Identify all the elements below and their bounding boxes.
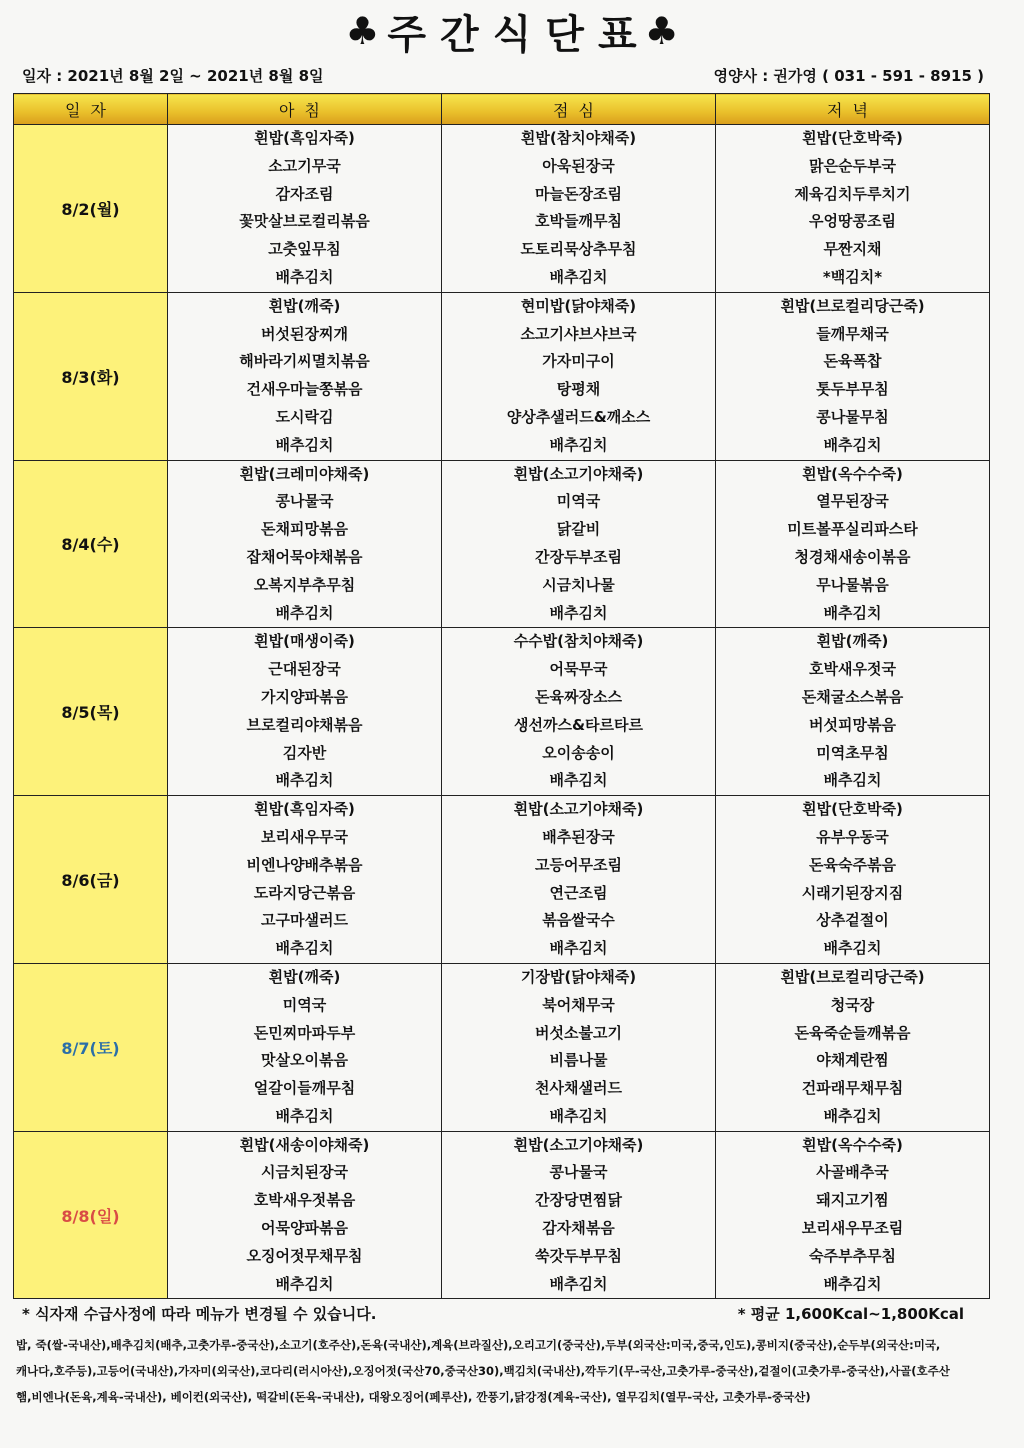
menu-item: 청국장 <box>830 995 875 1014</box>
header-row <box>14 94 990 125</box>
menu-item: 청경채새송이볶음 <box>794 547 911 566</box>
menu-item: 도라지당근볶음 <box>253 883 356 902</box>
day-row <box>14 628 990 796</box>
origin-line: 캐나다,호주등),고등어(국내산),가자미(외국산),코다리(러시아산),오징어젓(국산70,중국산30),백김치(국내산),깍두기(무-국산,고춧가루-중국산),겉절이(고춧가루-중국산),사골(호주산 <box>16 1364 950 1378</box>
menu-item: 호박새우젓국 <box>809 660 896 679</box>
menu-item: 수수밥(참치야채죽) <box>513 632 644 651</box>
menu-item: 시금치된장국 <box>261 1163 348 1182</box>
menu-item: 흰밥(깨죽) <box>816 632 889 651</box>
menu-item: 오이송송이 <box>542 743 615 762</box>
day-label: 8/6(금) <box>14 796 168 964</box>
menu-item: 콩나물국 <box>275 492 334 511</box>
menu-item: 배추김치 <box>275 1274 334 1293</box>
header-day: 일자 <box>14 94 168 125</box>
day-row <box>14 963 990 1131</box>
menu-item: 야채계란찜 <box>816 1051 889 1070</box>
breakfast-cell <box>168 460 442 628</box>
menu-item: 고등어무조림 <box>535 855 622 874</box>
lunch-cell <box>442 460 716 628</box>
dinner-cell <box>716 460 990 628</box>
menu-item: 들깨무채국 <box>816 324 889 343</box>
menu-item: 배추김치 <box>823 771 882 790</box>
menu-item: 배추김치 <box>823 1274 882 1293</box>
menu-item: 감자채볶음 <box>542 1219 615 1238</box>
menu-item: 해바라기씨멸치볶음 <box>239 352 370 371</box>
menu-item: 흰밥(브로컬리당근죽) <box>780 296 925 315</box>
menu-item: 제육김치두루치기 <box>794 184 911 203</box>
breakfast-cell <box>168 292 442 460</box>
menu-item: 흰밥(브로컬리당근죽) <box>780 967 925 986</box>
menu-item: 돈육숙주볶음 <box>809 855 896 874</box>
menu-item: 소고기무국 <box>268 156 341 175</box>
menu-item: 돈육짜장소스 <box>535 687 622 706</box>
page-title: 주간식단표 <box>387 11 651 58</box>
menu-item: 비엔나양배추볶음 <box>246 855 363 874</box>
menu-item: 콩나물무침 <box>816 407 889 426</box>
menu-item: 돼지고기찜 <box>816 1191 889 1210</box>
menu-item: 보리새우무국 <box>261 827 348 846</box>
menu-item: 돈민찌마파두부 <box>253 1023 356 1042</box>
menu-item: 상추겉절이 <box>816 911 889 930</box>
note-line <box>22 1302 964 1324</box>
menu-item: 흰밥(옥수수죽) <box>802 1135 903 1154</box>
menu-item: 돈육죽순들깨볶음 <box>794 1023 911 1042</box>
menu-item: 미트볼푸실리파스타 <box>787 520 918 539</box>
menu-item: 생선까스&타르타르 <box>513 715 643 734</box>
menu-item: 건파래무채무침 <box>801 1079 904 1098</box>
menu-item: 배추김치 <box>275 1106 334 1125</box>
menu-item: 숙주부추무침 <box>809 1246 896 1265</box>
menu-item: 미역초무침 <box>816 743 889 762</box>
menu-item: 꽃맛살브로컬리볶음 <box>239 212 370 231</box>
day-row <box>14 1131 990 1299</box>
lunch-cell <box>442 292 716 460</box>
menu-item: 배추김치 <box>549 1274 608 1293</box>
menu-item: 고구마샐러드 <box>261 911 348 930</box>
menu-item: 닭갈비 <box>556 520 601 539</box>
menu-item: 배추김치 <box>549 435 608 454</box>
menu-item: 콩나물국 <box>549 1163 608 1182</box>
menu-item: 흰밥(옥수수죽) <box>802 464 903 483</box>
breakfast-cell <box>168 796 442 964</box>
day-label: 8/3(화) <box>14 292 168 460</box>
menu-item: 오복지부추무침 <box>253 575 356 594</box>
menu-item: 배추된장국 <box>542 827 615 846</box>
menu-item: 시래기된장지짐 <box>801 883 904 902</box>
menu-item: 버섯된장찌개 <box>261 324 348 343</box>
menu-item: 흰밥(단호박죽) <box>802 129 903 147</box>
club-icon: ♣ <box>345 9 380 53</box>
menu-item: 흰밥(소고기야채죽) <box>513 464 644 483</box>
menu-item: 천사채샐러드 <box>535 1079 622 1098</box>
breakfast-cell <box>168 125 442 293</box>
menu-item: 북어채무국 <box>542 995 615 1014</box>
header-breakfast: 아침 <box>168 94 442 125</box>
menu-item: 소고기샤브샤브국 <box>520 324 637 343</box>
lunch-cell <box>442 628 716 796</box>
menu-item: 비름나물 <box>549 1051 608 1070</box>
menu-item: 무나물볶음 <box>816 575 889 594</box>
dietitian-info: 영양사 : 권가영 ( 031 - 591 - 8915 ) <box>713 66 984 85</box>
dinner-cell <box>716 125 990 293</box>
menu-item: 흰밥(깨죽) <box>268 296 341 315</box>
menu-item: 배추김치 <box>275 603 334 622</box>
menu-item: 맛살오이볶음 <box>261 1051 348 1070</box>
menu-item: 배추김치 <box>275 771 334 790</box>
header-dinner: 저녁 <box>716 94 990 125</box>
lunch-cell <box>442 796 716 964</box>
menu-item: 미역국 <box>282 995 327 1014</box>
day-label: 8/5(목) <box>14 628 168 796</box>
menu-item: 사골배추국 <box>816 1163 889 1182</box>
menu-item: 브로컬리야채볶음 <box>246 715 363 734</box>
menu-item: 호박새우젓볶음 <box>253 1191 356 1210</box>
menu-item: 어묵무국 <box>549 660 608 679</box>
menu-table <box>13 93 990 1299</box>
menu-item: 간장당면찜닭 <box>535 1191 622 1210</box>
menu-item: 보리새우무조림 <box>801 1219 904 1238</box>
menu-item: 배추김치 <box>549 771 608 790</box>
day-row <box>14 125 990 293</box>
menu-item: 흰밥(흑임자죽) <box>254 129 355 147</box>
menu-item: 흰밥(새송이야채죽) <box>239 1135 370 1154</box>
menu-item: 흰밥(소고기야채죽) <box>513 800 644 819</box>
menu-item: 배추김치 <box>275 267 334 286</box>
menu-item: 흰밥(단호박죽) <box>802 800 903 819</box>
menu-item: 배추김치 <box>823 939 882 958</box>
menu-item: 배추김치 <box>549 939 608 958</box>
menu-item: 건새우마늘쫑볶음 <box>246 380 363 399</box>
menu-item: 돈육폭찹 <box>823 352 882 371</box>
day-label: 8/2(월) <box>14 125 168 293</box>
menu-item: 배추김치 <box>549 267 608 286</box>
menu-item: 돈채피망볶음 <box>261 520 348 539</box>
origin-line: 밥, 죽(쌀-국내산),배추김치(배추,고춧가루-중국산),소고기(호주산),돈육(국내산),계육(브라질산),오리고기(중국산),두부(외국산:미국,중국,인도),콩비지(중국산),순두부(외국산:미국, <box>16 1338 941 1352</box>
lunch-cell <box>442 1131 716 1299</box>
dinner-cell <box>716 1131 990 1299</box>
menu-item: 기장밥(닭야채죽) <box>520 967 637 986</box>
origin-line: 햄,비엔나(돈육,계육-국내산), 베이컨(외국산), 떡갈비(돈육-국내산), 대왕오징어(페루산), 깐풍기,닭강정(계육-국산), 열무김치(열무-국산, 고춧가루-중국산) <box>16 1390 811 1404</box>
menu-item: 얼갈이들깨무침 <box>253 1079 356 1098</box>
menu-item: 가지양파볶음 <box>261 687 348 706</box>
menu-body <box>14 125 990 1299</box>
dinner-cell <box>716 292 990 460</box>
menu-item: 흰밥(흑임자죽) <box>254 800 355 819</box>
day-row <box>14 796 990 964</box>
club-icon: ♣ <box>644 9 679 53</box>
breakfast-cell <box>168 963 442 1131</box>
menu-item: 쑥갓두부무침 <box>535 1246 622 1265</box>
day-row <box>14 460 990 628</box>
menu-item: 버섯소불고기 <box>535 1023 622 1042</box>
menu-item: 도시락김 <box>275 407 334 426</box>
menu-item: 탕평채 <box>556 380 601 399</box>
menu-item: 흰밥(소고기야채죽) <box>513 1135 644 1154</box>
menu-item: 배추김치 <box>549 1106 608 1125</box>
menu-item: 배추김치 <box>275 939 334 958</box>
dinner-cell <box>716 796 990 964</box>
origin-info <box>16 1332 1006 1410</box>
menu-item: 배추김치 <box>275 435 334 454</box>
info-line <box>22 64 984 86</box>
menu-item: 오징어젓무채무침 <box>246 1246 363 1265</box>
menu-item: 호박들깨무침 <box>535 212 622 231</box>
day-label: 8/8(일) <box>14 1131 168 1299</box>
menu-item: 마늘돈장조림 <box>535 184 622 203</box>
menu-item: 돈채굴소스볶음 <box>801 687 904 706</box>
menu-item: *백김치* <box>822 267 883 286</box>
breakfast-cell <box>168 628 442 796</box>
dinner-cell <box>716 963 990 1131</box>
menu-item: 버섯피망볶음 <box>809 715 896 734</box>
menu-item: 연근조림 <box>549 883 608 902</box>
menu-item: 도토리묵상추무침 <box>520 240 637 259</box>
menu-item: 가자미구이 <box>542 352 615 371</box>
date-range: 일자 : 2021년 8월 2일 ~ 2021년 8월 8일 <box>22 66 324 85</box>
menu-item: 흰밥(깨죽) <box>268 967 341 986</box>
menu-item: 감자조림 <box>275 184 334 203</box>
menu-item: 무짠지채 <box>823 240 882 259</box>
menu-item: 미역국 <box>556 492 601 511</box>
menu-item: 어묵양파볶음 <box>261 1219 348 1238</box>
menu-item: 우엉땅콩조림 <box>809 212 896 231</box>
menu-item: 배추김치 <box>549 603 608 622</box>
menu-item: 볶음쌀국수 <box>542 911 615 930</box>
breakfast-cell <box>168 1131 442 1299</box>
menu-item: 시금치나물 <box>542 575 615 594</box>
menu-item: 흰밥(매생이죽) <box>254 632 355 651</box>
lunch-cell <box>442 125 716 293</box>
menu-item: 간장두부조림 <box>535 547 622 566</box>
menu-item: 열무된장국 <box>816 492 889 511</box>
menu-item: 근대된장국 <box>268 660 341 679</box>
menu-item: 흰밥(참치야채죽) <box>520 129 637 147</box>
day-label: 8/4(수) <box>14 460 168 628</box>
lunch-cell <box>442 963 716 1131</box>
menu-item: 배추김치 <box>823 1106 882 1125</box>
day-label: 8/7(토) <box>14 963 168 1131</box>
notice-text: * 식자재 수급사정에 따라 메뉴가 변경될 수 있습니다. <box>22 1304 377 1323</box>
menu-item: 톳두부무침 <box>816 380 889 399</box>
menu-item: 고춧잎무침 <box>268 240 341 259</box>
dinner-cell <box>716 628 990 796</box>
menu-item: 잡채어묵야채볶음 <box>246 547 363 566</box>
menu-item: 유부우동국 <box>816 827 889 846</box>
header-lunch: 점심 <box>442 94 716 125</box>
menu-item: 배추김치 <box>823 435 882 454</box>
menu-item: 흰밥(크레미야채죽) <box>239 464 370 483</box>
menu-item: 아욱된장국 <box>542 156 615 175</box>
menu-item: 김자반 <box>282 743 327 762</box>
menu-item: 양상추샐러드&깨소스 <box>506 407 651 426</box>
menu-item: 배추김치 <box>823 603 882 622</box>
page-title-row <box>0 6 1024 56</box>
day-row <box>14 292 990 460</box>
calorie-text: * 평균 1,600Kcal~1,800Kcal <box>737 1304 964 1323</box>
menu-item: 현미밥(닭야채죽) <box>520 296 637 315</box>
menu-item: 맑은순두부국 <box>809 156 896 175</box>
